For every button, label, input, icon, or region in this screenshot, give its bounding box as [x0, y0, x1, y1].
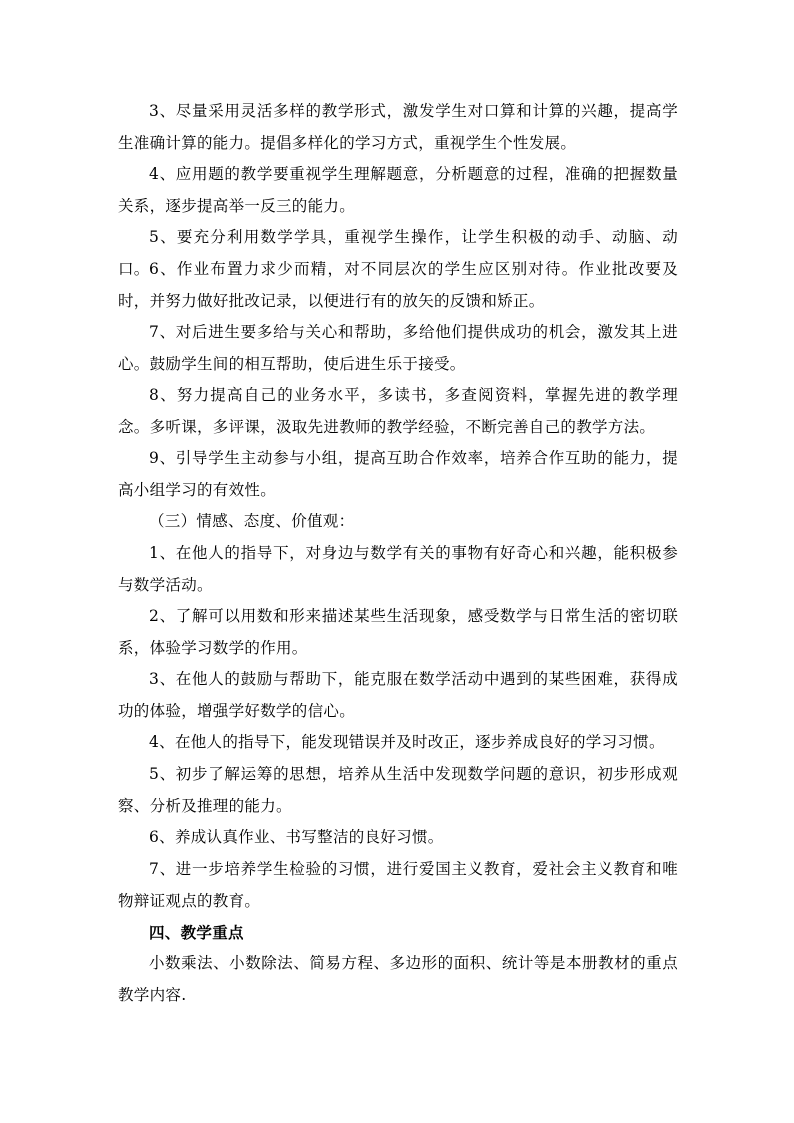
paragraph-item-8-professional-growth: 8、努力提高自己的业务水平，多读书，多查阅资料，掌握先进的教学理念。多听课，多评课，汲取先进教师的教学经验，不断完善自己的教学方法。	[118, 386, 678, 436]
paragraph-values-item-4: 4、在他人的指导下，能发现错误并及时改正，逐步养成良好的学习习惯。	[149, 733, 665, 751]
paragraph-item-7-struggling-students: 7、对后进生要多给与关心和帮助，多给他们提供成功的机会，激发其上进心。鼓励学生间的相互帮助，使后进生乐于接受。	[118, 323, 678, 373]
paragraph-values-item-7: 7、进一步培养学生检验的习惯，进行爱国主义教育，爱社会主义教育和唯物辩证观点的教育。	[118, 860, 678, 910]
section-heading-teaching-focus: 四、教学重点	[149, 923, 244, 942]
paragraph-values-item-2: 2、了解可以用数和形来描述某些生活现象，感受数学与日常生活的密切联系，体验学习数学的作用。	[118, 607, 678, 657]
paragraph-teaching-focus: 小数乘法、小数除法、简易方程、多边形的面积、统计等是本册教材的重点教学内容.	[118, 954, 678, 1004]
section-heading-emotions-attitudes-values: （三）情感、态度、价值观：	[149, 512, 355, 530]
paragraph-values-item-5: 5、初步了解运筹的思想，培养从生活中发现数学问题的意识，初步形成观察、分析及推理的能力。	[118, 765, 678, 815]
paragraph-item-6-homework: 6、作业布置力求少而精，对不同层次的学生应区别对待。作业批改要及时，并努力做好批改记录，以便进行有的放矢的反馈和矫正。	[118, 260, 678, 310]
paragraph-values-item-3: 3、在他人的鼓励与帮助下，能克服在数学活动中遇到的某些困难，获得成功的体验，增强学好数学的信心。	[118, 670, 678, 720]
paragraph-item-5-learning-tools: 5、要充分利用数学学具，重视学生操作，让学生积极的动手、动脑、动口。	[118, 228, 678, 278]
paragraph-item-4-word-problems: 4、应用题的教学要重视学生理解题意，分析题意的过程，准确的把握数量关系，逐步提高举一反三的能力。	[118, 165, 678, 215]
paragraph-item-3-teaching-forms: 3、尽量采用灵活多样的教学形式，激发学生对口算和计算的兴趣，提高学生准确计算的能力。提倡多样化的学习方式，重视学生个性发展。	[118, 102, 678, 152]
paragraph-item-9-group-learning: 9、引导学生主动参与小组，提高互助合作效率，培养合作互助的能力，提高小组学习的有效性。	[118, 449, 678, 499]
paragraph-values-item-1: 1、在他人的指导下，对身边与数学有关的事物有好奇心和兴趣，能积极参与数学活动。	[118, 544, 678, 594]
paragraph-values-item-6: 6、养成认真作业、书写整洁的良好习惯。	[149, 828, 444, 846]
